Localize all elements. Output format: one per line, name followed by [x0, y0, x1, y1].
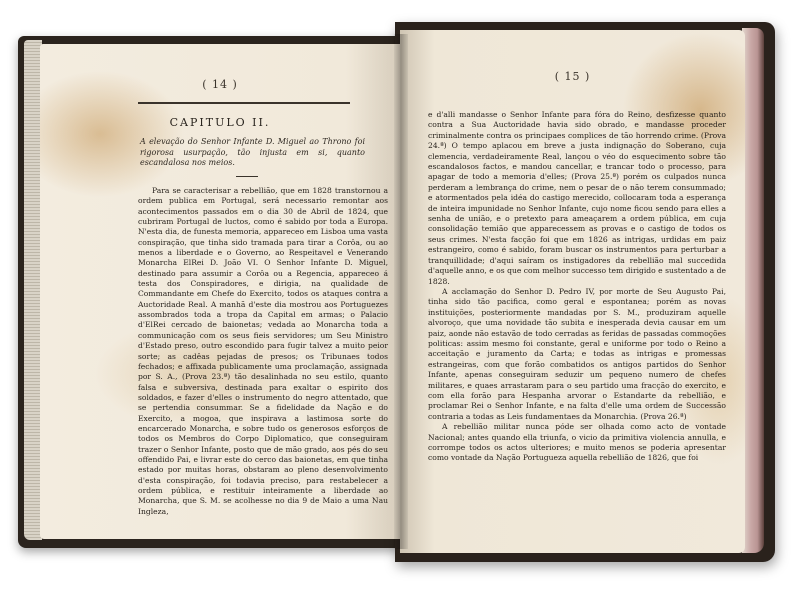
chapter-title: CAPITULO II.: [169, 116, 271, 129]
right-page-body: [428, 110, 726, 464]
book-gutter: [394, 34, 408, 549]
header-rule: [138, 102, 350, 104]
chapter-summary: A elevação do Senhor Infante D. Miguel ao Throno foi rigorosa usurpação, tão injusta em si, quanto escandalosa nos meios.: [140, 137, 365, 167]
left-page-number: ( 14 ): [202, 78, 238, 91]
paragraph: e d'alli mandasse o Senhor Infante para fóra do Reino, desfizesse quanto contra a Sua Auctoridade havia sido obrado, e mandasse proceder criminalmente contra os principaes complices de tão horrendo crime. (Prova 24.ª) O tempo aplacou em breve a justa indignação do Soberano, cuja clemencia, verdadeiramente Real, lançou o véo do esquecimento sobre tão escandalosos factos, e mandou cancellar, e trancar todo o processo, para apagar de todo a memoria d'elles; (Prova 25.ª) porém os culpados nunca perderam a lembrança do crime, nem o pesar de o não terem consummado; e atormentados pela idéa do castigo merecido, collocaram toda a esperança de inteira impunidade no Senhor Infante, cujo nome ficou sendo para elles a senha de união, e o pretexto para ameaçarem a ordem pública, em cuja consolidação temião que apparecessem as provas e o castigo de todos os seus crimes. N'esta facção foi que em 1826 as intrigas, urdidas em paiz estrangeiro, como é sabido, foram buscar os instrumentos para perturbar a tranquillidade; d'aqui saíram os instigadores da rebellião mal succedida d'aquelle anno, e os que com melhor successo tem dirigido e sustentado a de 1828.: [428, 110, 726, 286]
right-page: [400, 30, 745, 553]
page-edges-right: [742, 28, 764, 553]
summary-rule: [236, 176, 258, 177]
left-page-body: Para se caracterisar a rebellião, que em 1828 transtornou a ordem publica em Portugal, será necessario remontar aos acontecimentos passados em o dia 30 de Abril de 1824, que cubriram Portugal de luctos, como é sabido por toda a Europa. N'esta dia, de funesta memoria, appareceo em Lisboa uma vasta conspiração, que tinha sido tramada para tirar a Corôa, ou ao menos a liberdade e o Governo, ao Respeitavel e Venerando Monarcha ElRei D. João VI. O Senhor Infante D. Miguel, destinado para assumir a Corôa ou a Regencia, appareceo á testa dos Conspiradores, e dirigia, na qualidade de Commandante em Chefe do Exercito, todos os ataques contra a Auctoridade Real. A manhã d'este dia mostrou aos Portuguezes assombrados toda a tropa da Capital em armas; o Palacio d'ElRei cercado de baionetas; vedada ao Monarcha toda a communicação com os seus fieis servidores; um Seu Ministro d'Estado preso, outro escondido para fugir talvez a muito peior sorte; as cadêas pejadas de presos; os Tribunaes todos fechados; e affixada publicamente uma proclamação, assignada por S. A., (Prova 23.ª) tão desalinhada no seu estilo, quanto falsa e subversiva, destinada para exaltar o espirito dos soldados, e fazer d'elles o instrumento do negro attentado, que se pertendia consummar. Se a fidelidade da Nação e do Exercito, a mogoa, que inspirava a lastimosa sorte do encarcerado Monarcha, e sobre tudo os generosos esforços de todos os Membros do Corpo Diplomatico, que conseguiram trazer o Senhor Infante, posto que de mão grado, aos pés do seu offendido Pai, e livrar este do cerco das baionetas, em que tinha estado por muitas horas, obstaram ao pleno desenvolvimento d'esta conspiração, foi todavia preciso, para restabelecer a ordem pública, e restituir inteiramente a liberdade ao Monarcha, que S. M. se acolhesse no dia 9 de Maio a uma Nau Ingleza,: [138, 186, 388, 516]
right-page-number: ( 15 ): [554, 70, 591, 83]
paragraph: A acclamação do Senhor D. Pedro IV, por morte de Seu Augusto Pai, tinha sido tão pacifica, como geral e espontanea; porém as novas instituições, posteriormente mandadas por S. M., produziram aquelle alvoroço, que uma novidade tão subita e inesperada devia causar em um paiz, aonde não estavão de todo cerradas as feridas de passadas commoções politicas: assim mesmo foi constante, geral e uniforme por todo o Reino a acceitação e juramento da Carta; e todas as intrigas e promessas estrangeiras, com que forão combatidos os antigos partidos do Senhor Infante, apenas conseguiram seduzir um pequeno numero de chefes militares, e quaes arrastaram para o seu partido uma fracção do exercito, e com ella forão para Hespanha arvorar o Estandarte da rebellião, e proclamar Rei o Senhor Infante, e na falta d'elle uma ordem de Successão contraria a todas as Leis fundamentaes da Monarchia. (Prova 26.ª): [428, 286, 726, 421]
left-page: [40, 44, 400, 539]
paragraph: A rebellião militar nunca póde ser olhada como acto de vontade Nacional; antes quando ella triunfa, o vicio da primitiva violencia annulla, e corrompe todos os actos ulteriores; e muito menos se poderia apresentar como vontade da Nação Portugueza aquella rebellião de 1826, que foi: [428, 422, 726, 463]
